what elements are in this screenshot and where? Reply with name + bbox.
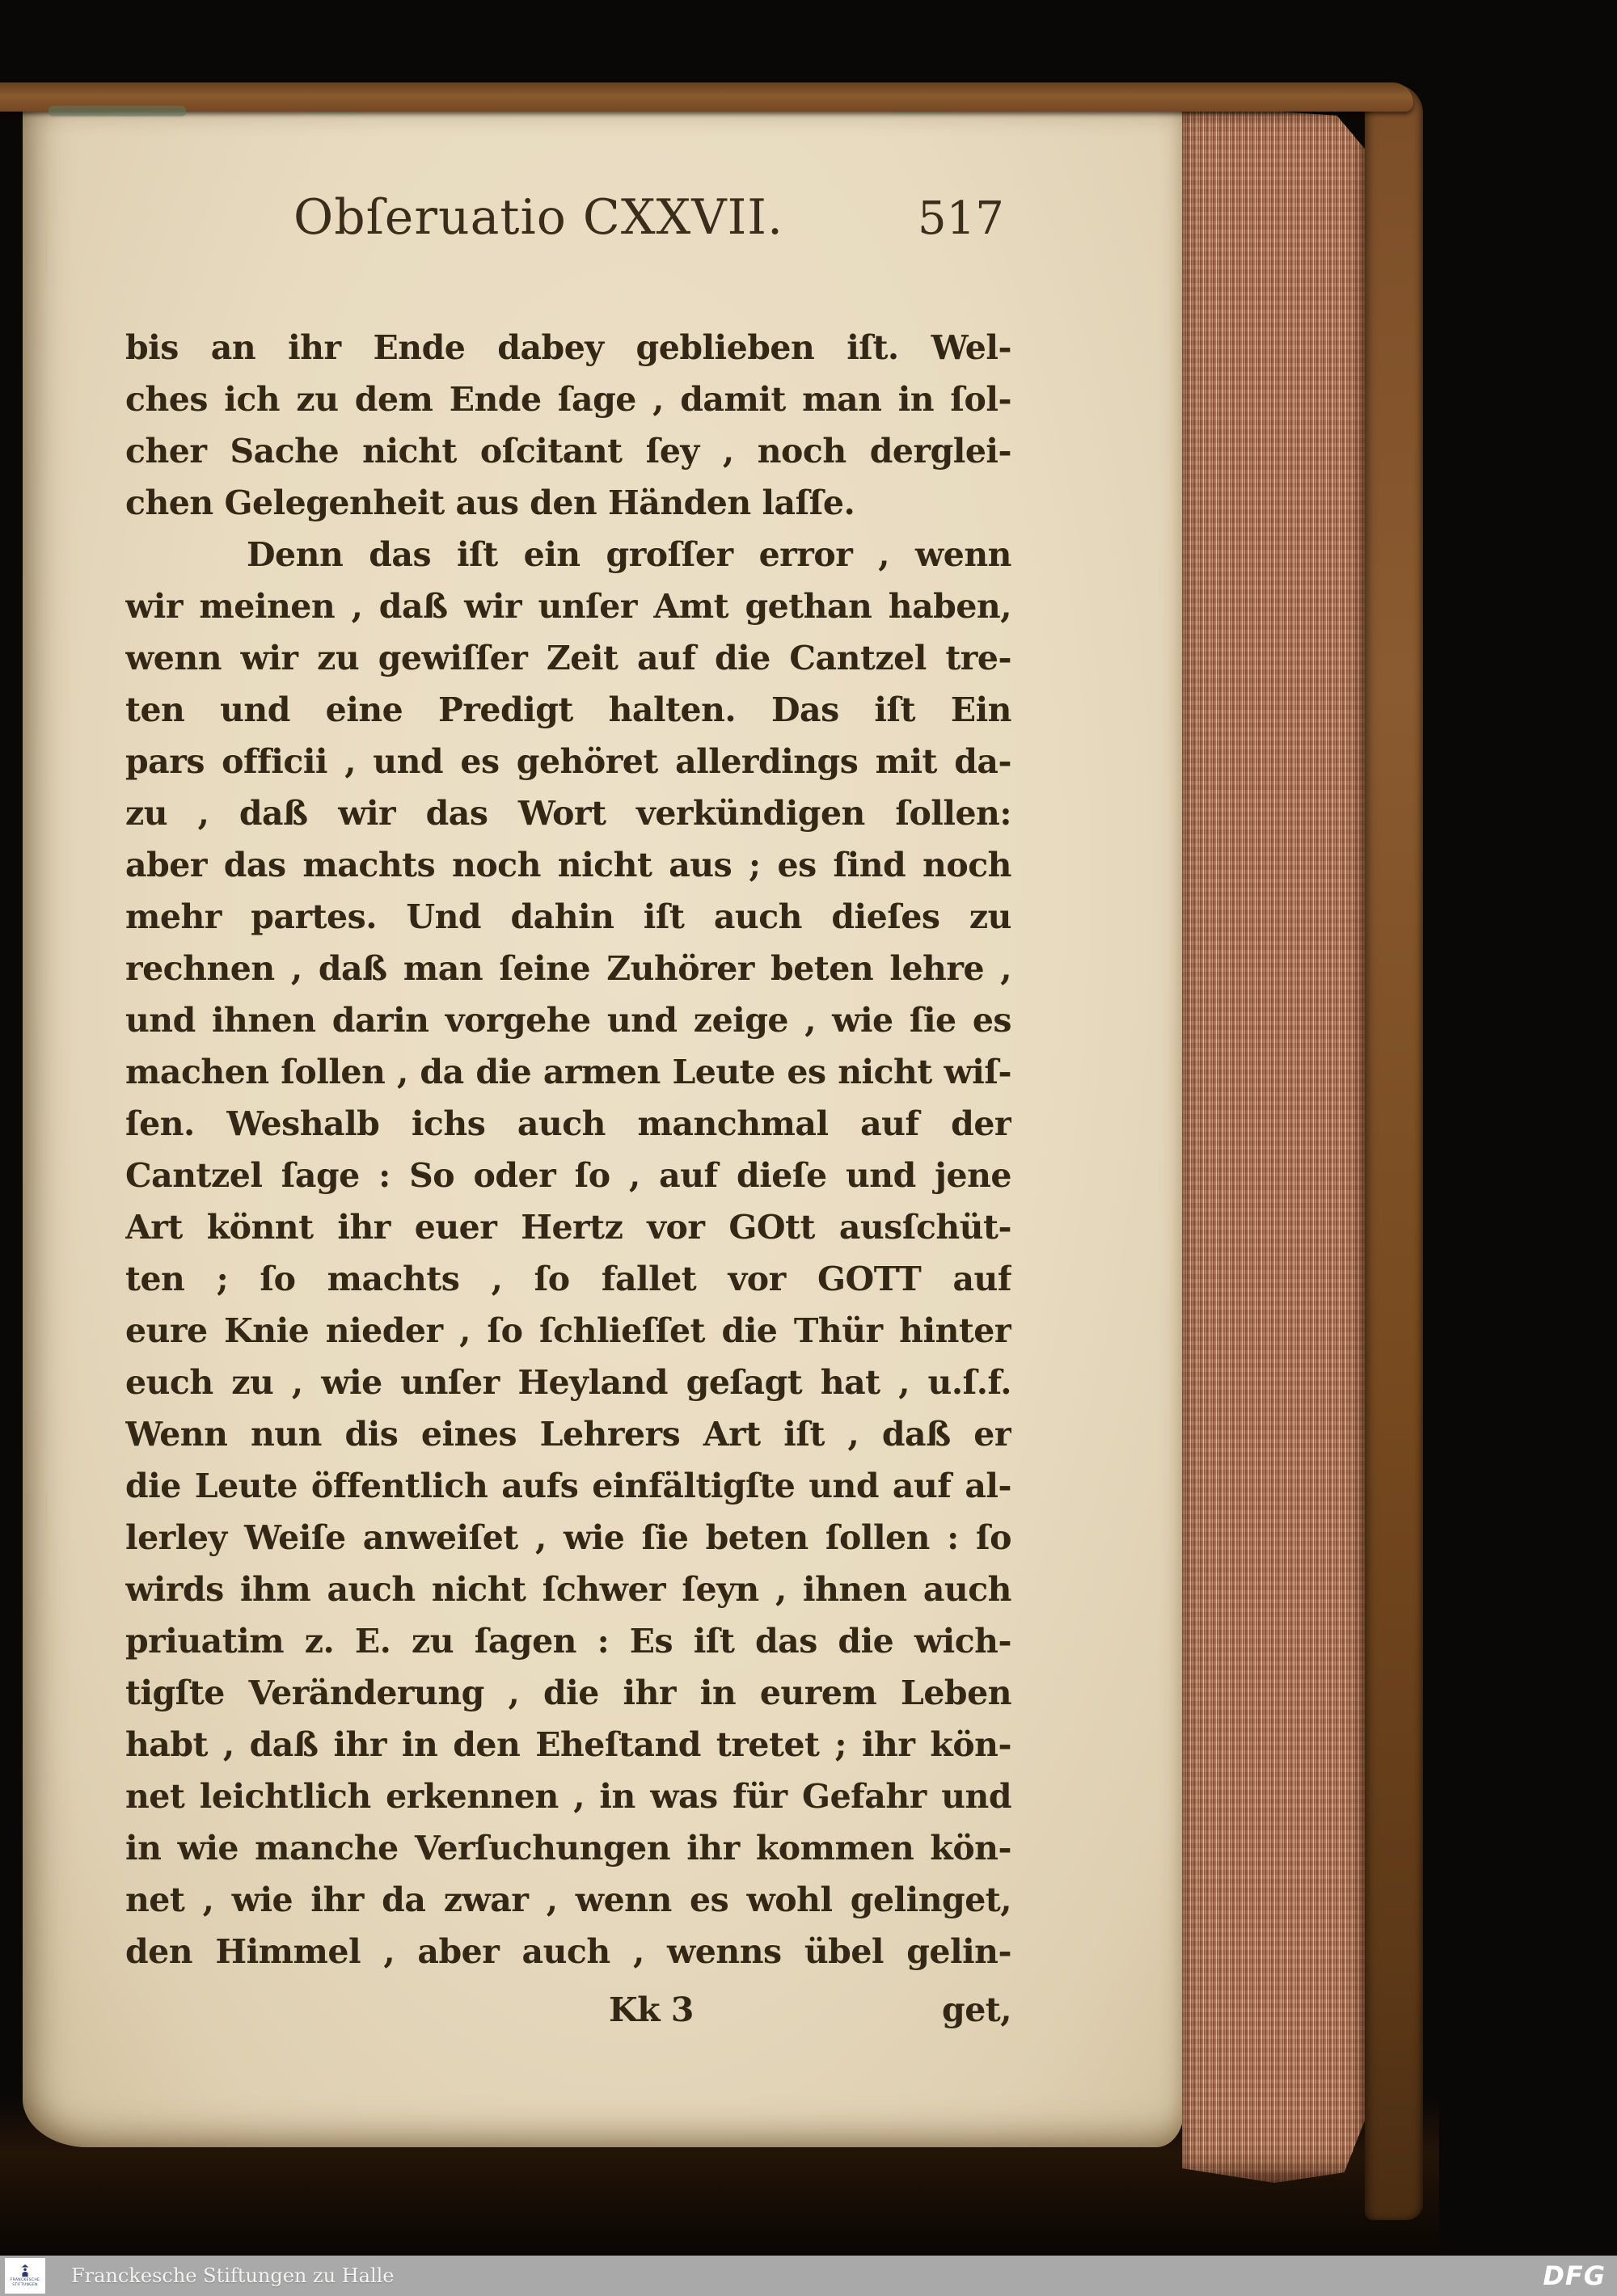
- text-line: euch zu , wie unſer Heyland geſagt hat , u.ſ.f.: [125, 1363, 1011, 1402]
- page-fore-edges: [1182, 105, 1366, 2183]
- text-line: Cantzel ſage : So oder ſo , auf dieſe und jene: [125, 1156, 1011, 1195]
- text-line: zu , daß wir das Wort verkündigen ſollen:: [125, 794, 1011, 833]
- text-line: ten ; ſo machts , ſo fallet vor GOTT auf: [125, 1260, 1011, 1298]
- page-text: [125, 0, 1011, 2102]
- text-line: mehr partes. Und dahin iſt auch dieſes zu: [125, 897, 1011, 936]
- page-header: [125, 189, 1011, 259]
- text-line: ten und eine Predigt halten. Das iſt Ein: [125, 690, 1011, 729]
- text-line: wirds ihm auch nicht ſchwer ſeyn , ihnen auch: [125, 1570, 1011, 1609]
- logo-text-line1: FRANCKESCHE: [10, 2278, 40, 2282]
- text-line: cher Sache nicht oſcitant ſey , noch derglei-: [125, 432, 1011, 471]
- text-line: eure Knie nieder , ſo ſchlieſſet die Thür hinter: [125, 1311, 1011, 1350]
- text-line: wir meinen , daß wir unſer Amt gethan haben,: [125, 587, 1011, 626]
- text-line: wenn wir zu gewiſſer Zeit auf die Cantzel tre-: [125, 639, 1011, 677]
- text-line: ches ich zu dem Ende ſage , damit man in ſol-: [125, 380, 1011, 419]
- dfg-logo: DFG: [1543, 2260, 1606, 2291]
- page-number: 517: [918, 192, 1004, 245]
- text-line: machen ſollen , da die armen Leute es nicht wiſ-: [125, 1053, 1011, 1091]
- text-line: Art könnt ihr euer Hertz vor GOtt ausſchüt-: [125, 1208, 1011, 1247]
- text-line: den Himmel , aber auch , wenns übel gelin-: [125, 1932, 1011, 1971]
- observatio-heading: Obſeruatio CXXVII.: [293, 189, 784, 246]
- text-line: net leichtlich erkennen , in was für Gefahr und: [125, 1777, 1011, 1816]
- text-line: und ihnen darin vorgehe und zeige , wie ſie es: [125, 1001, 1011, 1040]
- text-line: priuatim z. E. zu ſagen : Es iſt das die wich-: [125, 1622, 1011, 1661]
- text-line: lerley Weiſe anweiſet , wie ſie beten ſollen : ſo: [125, 1518, 1011, 1557]
- text-line: in wie manche Verſuchungen ihr kommen kön-: [125, 1829, 1011, 1868]
- text-line: aber das machts noch nicht aus ; es ſind noch: [125, 846, 1011, 884]
- viewer-footer: [0, 2256, 1617, 2296]
- text-line: tigſte Veränderung , die ihr in eurem Leben: [125, 1673, 1011, 1712]
- text-line: Wenn nun dis eines Lehrers Art iſt , daß er: [125, 1415, 1011, 1454]
- franckesche-logo: [5, 2258, 45, 2294]
- text-line: bis an ihr Ende dabey geblieben iſt. Wel-: [125, 328, 1011, 367]
- body-text: [125, 322, 1011, 2036]
- signature-mark: Kk 3: [609, 1990, 694, 2029]
- book-cover-edge: [1365, 84, 1423, 2220]
- text-line: die Leute öffentlich aufs einfältigſte und auf al-: [125, 1467, 1011, 1505]
- text-line: pars officii , und es gehöret allerdings mit da-: [125, 742, 1011, 781]
- franckesche-emblem-icon: [18, 2264, 32, 2277]
- text-line: rechnen , daß man ſeine Zuhörer beten lehre ,: [125, 949, 1011, 988]
- text-line: habt , daß ihr in den Eheſtand tretet ; ihr kön-: [125, 1725, 1011, 1764]
- text-line: net , wie ihr da zwar , wenn es wohl gelinget,: [125, 1880, 1011, 1919]
- text-line: Denn das iſt ein groſſer error , wenn: [247, 535, 1011, 574]
- signature-row: [125, 1984, 1011, 2036]
- text-line: chen Gelegenheit aus den Händen laſſe.: [125, 483, 855, 522]
- library-name: Franckesche Stiftungen zu Halle: [71, 2264, 395, 2287]
- logo-text-line2: STIFTUNGEN: [12, 2283, 38, 2287]
- text-line: ſen. Weshalb ichs auch manchmal auf der: [125, 1104, 1011, 1143]
- catchword: get,: [942, 1990, 1011, 2029]
